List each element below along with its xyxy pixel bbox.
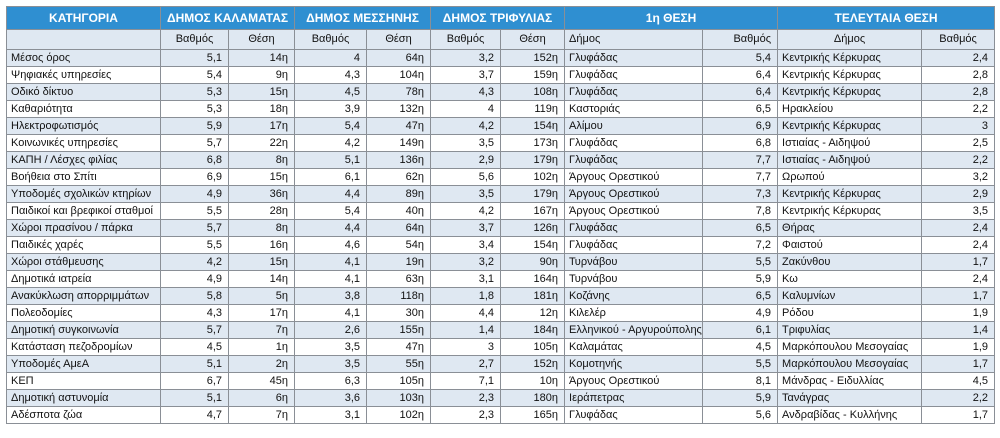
messini-score-cell: 3,5 bbox=[295, 339, 367, 356]
category-cell: Υποδομές ΑμεΑ bbox=[7, 356, 161, 373]
first-municipality-cell: Ελληνικού - Αργυρούπολης bbox=[565, 322, 703, 339]
kalamata-score-cell: 5,8 bbox=[161, 288, 229, 305]
category-cell: Παιδικές χαρές bbox=[7, 237, 161, 254]
trifylia-score-cell: 2,3 bbox=[431, 390, 501, 407]
trifylia-score-cell: 3,7 bbox=[431, 220, 501, 237]
last-score-cell: 2,2 bbox=[922, 152, 995, 169]
first-score-cell: 6,1 bbox=[703, 322, 778, 339]
messini-rank-cell: 136η bbox=[367, 152, 431, 169]
category-cell: Χώροι στάθμευσης bbox=[7, 254, 161, 271]
trifylia-score-cell: 7,1 bbox=[431, 373, 501, 390]
trifylia-score-cell: 3,5 bbox=[431, 186, 501, 203]
kalamata-score-cell: 5,3 bbox=[161, 84, 229, 101]
trifylia-rank-cell: 165η bbox=[501, 407, 565, 424]
messini-rank-cell: 30η bbox=[367, 305, 431, 322]
last-score-cell: 2,9 bbox=[922, 186, 995, 203]
trifylia-rank-cell: 159η bbox=[501, 67, 565, 84]
first-municipality-cell: Γλυφάδας bbox=[565, 407, 703, 424]
last-municipality-cell: Ηρακλείου bbox=[778, 101, 922, 118]
messini-score-cell: 3,5 bbox=[295, 356, 367, 373]
subheader-cell: Δήμος bbox=[778, 30, 922, 50]
kalamata-rank-cell: 15η bbox=[229, 254, 295, 271]
last-score-cell: 3,5 bbox=[922, 203, 995, 220]
first-score-cell: 6,5 bbox=[703, 288, 778, 305]
category-cell: Δημοτική αστυνομία bbox=[7, 390, 161, 407]
last-municipality-cell: Φαιστού bbox=[778, 237, 922, 254]
first-score-cell: 5,9 bbox=[703, 390, 778, 407]
trifylia-rank-cell: 10η bbox=[501, 373, 565, 390]
table-row bbox=[7, 271, 995, 288]
trifylia-rank-cell: 126η bbox=[501, 220, 565, 237]
trifylia-rank-cell: 179η bbox=[501, 152, 565, 169]
category-cell: Καθαριότητα bbox=[7, 101, 161, 118]
last-municipality-cell: Κω bbox=[778, 271, 922, 288]
category-cell: Ψηφιακές υπηρεσίες bbox=[7, 67, 161, 84]
last-municipality-cell: Ωρωπού bbox=[778, 169, 922, 186]
first-score-cell: 7,7 bbox=[703, 169, 778, 186]
kalamata-score-cell: 4,2 bbox=[161, 254, 229, 271]
last-municipality-cell: Ιστιαίας - Αιδηψού bbox=[778, 152, 922, 169]
header-kalamata: ΔΗΜΟΣ ΚΑΛΑΜΑΤΑΣ bbox=[161, 7, 295, 30]
kalamata-rank-cell: 22η bbox=[229, 135, 295, 152]
trifylia-rank-cell: 119η bbox=[501, 101, 565, 118]
kalamata-rank-cell: 17η bbox=[229, 118, 295, 135]
table-row bbox=[7, 390, 995, 407]
trifylia-score-cell: 3,7 bbox=[431, 67, 501, 84]
table-row bbox=[7, 254, 995, 271]
category-cell: Χώροι πρασίνου / πάρκα bbox=[7, 220, 161, 237]
ratings-table bbox=[6, 6, 995, 424]
category-cell: Δημοτικά ιατρεία bbox=[7, 271, 161, 288]
kalamata-rank-cell: 17η bbox=[229, 305, 295, 322]
trifylia-score-cell: 3,2 bbox=[431, 254, 501, 271]
subheader-cell: Θέση bbox=[229, 30, 295, 50]
first-score-cell: 6,8 bbox=[703, 135, 778, 152]
messini-score-cell: 4,1 bbox=[295, 254, 367, 271]
last-municipality-cell: Κεντρικής Κέρκυρας bbox=[778, 67, 922, 84]
kalamata-score-cell: 5,1 bbox=[161, 356, 229, 373]
trifylia-score-cell: 1,4 bbox=[431, 322, 501, 339]
messini-score-cell: 3,1 bbox=[295, 407, 367, 424]
messini-score-cell: 5,1 bbox=[295, 152, 367, 169]
first-municipality-cell: Καλαμάτας bbox=[565, 339, 703, 356]
kalamata-score-cell: 6,9 bbox=[161, 169, 229, 186]
kalamata-rank-cell: 14η bbox=[229, 271, 295, 288]
trifylia-score-cell: 4,3 bbox=[431, 84, 501, 101]
trifylia-rank-cell: 152η bbox=[501, 356, 565, 373]
last-municipality-cell: Κεντρικής Κέρκυρας bbox=[778, 50, 922, 67]
last-municipality-cell: Ρόδου bbox=[778, 305, 922, 322]
last-municipality-cell: Ανδραβίδας - Κυλλήνης bbox=[778, 407, 922, 424]
messini-rank-cell: 89η bbox=[367, 186, 431, 203]
last-municipality-cell: Μαρκόπουλου Μεσογαίας bbox=[778, 339, 922, 356]
last-score-cell: 2,2 bbox=[922, 101, 995, 118]
kalamata-score-cell: 5,5 bbox=[161, 237, 229, 254]
kalamata-rank-cell: 1η bbox=[229, 339, 295, 356]
kalamata-rank-cell: 15η bbox=[229, 169, 295, 186]
first-score-cell: 4,5 bbox=[703, 339, 778, 356]
messini-score-cell: 6,3 bbox=[295, 373, 367, 390]
subheader-cell: Βαθμός bbox=[295, 30, 367, 50]
messini-score-cell: 4,1 bbox=[295, 271, 367, 288]
first-municipality-cell: Αλίμου bbox=[565, 118, 703, 135]
last-municipality-cell: Κεντρικής Κέρκυρας bbox=[778, 118, 922, 135]
category-cell: Ηλεκτροφωτισμός bbox=[7, 118, 161, 135]
messini-score-cell: 4,2 bbox=[295, 135, 367, 152]
kalamata-rank-cell: 28η bbox=[229, 203, 295, 220]
first-score-cell: 8,1 bbox=[703, 373, 778, 390]
messini-rank-cell: 62η bbox=[367, 169, 431, 186]
messini-score-cell: 4,4 bbox=[295, 186, 367, 203]
kalamata-rank-cell: 18η bbox=[229, 101, 295, 118]
table-row bbox=[7, 101, 995, 118]
first-municipality-cell: Καστοριάς bbox=[565, 101, 703, 118]
messini-score-cell: 4,5 bbox=[295, 84, 367, 101]
trifylia-score-cell: 4,2 bbox=[431, 203, 501, 220]
last-score-cell: 2,8 bbox=[922, 84, 995, 101]
table-row bbox=[7, 84, 995, 101]
category-cell: Κοινωνικές υπηρεσίες bbox=[7, 135, 161, 152]
kalamata-rank-cell: 14η bbox=[229, 50, 295, 67]
first-score-cell: 5,6 bbox=[703, 407, 778, 424]
first-municipality-cell: Κιλελέρ bbox=[565, 305, 703, 322]
trifylia-rank-cell: 90η bbox=[501, 254, 565, 271]
last-score-cell: 1,9 bbox=[922, 305, 995, 322]
category-cell: Αδέσποτα ζώα bbox=[7, 407, 161, 424]
last-score-cell: 2,4 bbox=[922, 220, 995, 237]
messini-score-cell: 6,1 bbox=[295, 169, 367, 186]
category-cell: Ανακύκλωση απορριμμάτων bbox=[7, 288, 161, 305]
trifylia-rank-cell: 154η bbox=[501, 237, 565, 254]
table-row bbox=[7, 322, 995, 339]
trifylia-score-cell: 1,8 bbox=[431, 288, 501, 305]
kalamata-score-cell: 5,5 bbox=[161, 203, 229, 220]
messini-rank-cell: 47η bbox=[367, 118, 431, 135]
first-municipality-cell: Άργους Ορεστικού bbox=[565, 169, 703, 186]
table-row bbox=[7, 305, 995, 322]
subheader-cell: Βαθμός bbox=[703, 30, 778, 50]
messini-rank-cell: 64η bbox=[367, 50, 431, 67]
last-score-cell: 3,2 bbox=[922, 169, 995, 186]
first-municipality-cell: Γλυφάδας bbox=[565, 152, 703, 169]
trifylia-rank-cell: 152η bbox=[501, 50, 565, 67]
table-row bbox=[7, 50, 995, 67]
last-score-cell: 2,5 bbox=[922, 135, 995, 152]
kalamata-rank-cell: 8η bbox=[229, 152, 295, 169]
last-score-cell: 4,5 bbox=[922, 373, 995, 390]
last-score-cell: 1,4 bbox=[922, 322, 995, 339]
category-cell: Πολεοδομίες bbox=[7, 305, 161, 322]
subheader-cell: Βαθμός bbox=[431, 30, 501, 50]
header-last-place: ΤΕΛΕΥΤΑΙΑ ΘΕΣΗ bbox=[778, 7, 995, 30]
table-row bbox=[7, 356, 995, 373]
messini-score-cell: 2,6 bbox=[295, 322, 367, 339]
category-cell: Υποδομές σχολικών κτηρίων bbox=[7, 186, 161, 203]
last-score-cell: 3 bbox=[922, 118, 995, 135]
messini-score-cell: 3,8 bbox=[295, 288, 367, 305]
messini-score-cell: 5,4 bbox=[295, 118, 367, 135]
first-municipality-cell: Κομοτηνής bbox=[565, 356, 703, 373]
trifylia-score-cell: 3,1 bbox=[431, 271, 501, 288]
header-first-place: 1η ΘΕΣΗ bbox=[565, 7, 778, 30]
trifylia-rank-cell: 105η bbox=[501, 339, 565, 356]
table-row bbox=[7, 118, 995, 135]
trifylia-rank-cell: 184η bbox=[501, 322, 565, 339]
kalamata-score-cell: 5,7 bbox=[161, 220, 229, 237]
first-score-cell: 6,9 bbox=[703, 118, 778, 135]
last-municipality-cell: Ζακύνθου bbox=[778, 254, 922, 271]
messini-score-cell: 4,1 bbox=[295, 305, 367, 322]
messini-rank-cell: 105η bbox=[367, 373, 431, 390]
category-cell: Κατάσταση πεζοδρομίων bbox=[7, 339, 161, 356]
messini-rank-cell: 104η bbox=[367, 67, 431, 84]
header-row bbox=[7, 7, 995, 30]
last-score-cell: 1,7 bbox=[922, 407, 995, 424]
trifylia-rank-cell: 108η bbox=[501, 84, 565, 101]
category-cell: Οδικό δίκτυο bbox=[7, 84, 161, 101]
trifylia-rank-cell: 167η bbox=[501, 203, 565, 220]
kalamata-rank-cell: 6η bbox=[229, 390, 295, 407]
messini-rank-cell: 64η bbox=[367, 220, 431, 237]
first-municipality-cell: Γλυφάδας bbox=[565, 220, 703, 237]
trifylia-score-cell: 2,3 bbox=[431, 407, 501, 424]
first-municipality-cell: Γλυφάδας bbox=[565, 50, 703, 67]
trifylia-score-cell: 3,4 bbox=[431, 237, 501, 254]
kalamata-score-cell: 5,7 bbox=[161, 322, 229, 339]
trifylia-score-cell: 5,6 bbox=[431, 169, 501, 186]
messini-rank-cell: 19η bbox=[367, 254, 431, 271]
trifylia-score-cell: 4,4 bbox=[431, 305, 501, 322]
header-category: ΚΑΤΗΓΟΡΙΑ bbox=[7, 7, 161, 30]
trifylia-score-cell: 2,7 bbox=[431, 356, 501, 373]
last-municipality-cell: Καλυμνίων bbox=[778, 288, 922, 305]
kalamata-score-cell: 4,9 bbox=[161, 186, 229, 203]
table-row bbox=[7, 67, 995, 84]
messini-rank-cell: 149η bbox=[367, 135, 431, 152]
table-row bbox=[7, 135, 995, 152]
kalamata-score-cell: 5,4 bbox=[161, 67, 229, 84]
messini-rank-cell: 47η bbox=[367, 339, 431, 356]
kalamata-score-cell: 5,7 bbox=[161, 135, 229, 152]
trifylia-rank-cell: 180η bbox=[501, 390, 565, 407]
category-cell: Βοήθεια στο Σπίτι bbox=[7, 169, 161, 186]
first-municipality-cell: Γλυφάδας bbox=[565, 67, 703, 84]
kalamata-score-cell: 5,1 bbox=[161, 50, 229, 67]
trifylia-score-cell: 3 bbox=[431, 339, 501, 356]
last-municipality-cell: Ιστιαίας - Αιδηψού bbox=[778, 135, 922, 152]
kalamata-rank-cell: 7η bbox=[229, 322, 295, 339]
first-municipality-cell: Τυρνάβου bbox=[565, 271, 703, 288]
trifylia-rank-cell: 164η bbox=[501, 271, 565, 288]
last-score-cell: 1,7 bbox=[922, 254, 995, 271]
trifylia-score-cell: 4 bbox=[431, 101, 501, 118]
last-score-cell: 2,8 bbox=[922, 67, 995, 84]
last-municipality-cell: Κεντρικής Κέρκυρας bbox=[778, 186, 922, 203]
kalamata-rank-cell: 16η bbox=[229, 237, 295, 254]
subheader-cell: Δήμος bbox=[565, 30, 703, 50]
last-score-cell: 2,4 bbox=[922, 237, 995, 254]
messini-rank-cell: 55η bbox=[367, 356, 431, 373]
last-municipality-cell: Τριφυλίας bbox=[778, 322, 922, 339]
first-municipality-cell: Άργους Ορεστικού bbox=[565, 186, 703, 203]
table-row bbox=[7, 152, 995, 169]
trifylia-score-cell: 4,2 bbox=[431, 118, 501, 135]
category-cell: ΚΑΠΗ / Λέσχες φιλίας bbox=[7, 152, 161, 169]
messini-rank-cell: 63η bbox=[367, 271, 431, 288]
table-row bbox=[7, 186, 995, 203]
messini-rank-cell: 155η bbox=[367, 322, 431, 339]
last-score-cell: 1,7 bbox=[922, 288, 995, 305]
category-cell: Δημοτική συγκοινωνία bbox=[7, 322, 161, 339]
first-score-cell: 6,5 bbox=[703, 220, 778, 237]
subheader-cell: Βαθμός bbox=[161, 30, 229, 50]
messini-rank-cell: 54η bbox=[367, 237, 431, 254]
trifylia-rank-cell: 173η bbox=[501, 135, 565, 152]
first-score-cell: 7,7 bbox=[703, 152, 778, 169]
last-municipality-cell: Τανάγρας bbox=[778, 390, 922, 407]
messini-score-cell: 3,9 bbox=[295, 101, 367, 118]
last-score-cell: 2,2 bbox=[922, 390, 995, 407]
first-score-cell: 7,8 bbox=[703, 203, 778, 220]
kalamata-score-cell: 4,7 bbox=[161, 407, 229, 424]
table-row bbox=[7, 373, 995, 390]
kalamata-score-cell: 5,9 bbox=[161, 118, 229, 135]
messini-score-cell: 5,4 bbox=[295, 203, 367, 220]
kalamata-rank-cell: 7η bbox=[229, 407, 295, 424]
messini-rank-cell: 40η bbox=[367, 203, 431, 220]
messini-rank-cell: 78η bbox=[367, 84, 431, 101]
kalamata-score-cell: 4,5 bbox=[161, 339, 229, 356]
trifylia-score-cell: 3,2 bbox=[431, 50, 501, 67]
kalamata-score-cell: 4,3 bbox=[161, 305, 229, 322]
header-trifylia: ΔΗΜΟΣ ΤΡΙΦΥΛΙΑΣ bbox=[431, 7, 565, 30]
messini-rank-cell: 118η bbox=[367, 288, 431, 305]
header-messini: ΔΗΜΟΣ ΜΕΣΣΗΝΗΣ bbox=[295, 7, 431, 30]
first-municipality-cell: Κοζάνης bbox=[565, 288, 703, 305]
first-municipality-cell: Γλυφάδας bbox=[565, 84, 703, 101]
subheader-cell bbox=[7, 30, 161, 50]
first-score-cell: 6,5 bbox=[703, 101, 778, 118]
table-row bbox=[7, 220, 995, 237]
last-municipality-cell: Μάνδρας - Ειδυλλίας bbox=[778, 373, 922, 390]
table-row bbox=[7, 407, 995, 424]
first-score-cell: 5,5 bbox=[703, 254, 778, 271]
last-municipality-cell: Κεντρικής Κέρκυρας bbox=[778, 203, 922, 220]
table-row bbox=[7, 339, 995, 356]
first-score-cell: 5,4 bbox=[703, 50, 778, 67]
subheader-cell: Θέση bbox=[367, 30, 431, 50]
trifylia-rank-cell: 181η bbox=[501, 288, 565, 305]
trifylia-rank-cell: 154η bbox=[501, 118, 565, 135]
table-row bbox=[7, 169, 995, 186]
last-municipality-cell: Κεντρικής Κέρκυρας bbox=[778, 84, 922, 101]
first-score-cell: 5,9 bbox=[703, 271, 778, 288]
messini-rank-cell: 103η bbox=[367, 390, 431, 407]
kalamata-rank-cell: 36η bbox=[229, 186, 295, 203]
subheader-cell: Βαθμός bbox=[922, 30, 995, 50]
last-municipality-cell: Μαρκόπουλου Μεσογαίας bbox=[778, 356, 922, 373]
trifylia-rank-cell: 102η bbox=[501, 169, 565, 186]
kalamata-rank-cell: 9η bbox=[229, 67, 295, 84]
kalamata-rank-cell: 5η bbox=[229, 288, 295, 305]
first-score-cell: 7,3 bbox=[703, 186, 778, 203]
kalamata-score-cell: 6,7 bbox=[161, 373, 229, 390]
first-municipality-cell: Τυρνάβου bbox=[565, 254, 703, 271]
last-score-cell: 1,7 bbox=[922, 356, 995, 373]
kalamata-rank-cell: 45η bbox=[229, 373, 295, 390]
messini-score-cell: 4,6 bbox=[295, 237, 367, 254]
kalamata-score-cell: 5,3 bbox=[161, 101, 229, 118]
trifylia-rank-cell: 179η bbox=[501, 186, 565, 203]
last-score-cell: 2,4 bbox=[922, 271, 995, 288]
first-score-cell: 6,4 bbox=[703, 84, 778, 101]
kalamata-rank-cell: 8η bbox=[229, 220, 295, 237]
messini-score-cell: 4,3 bbox=[295, 67, 367, 84]
table-row bbox=[7, 288, 995, 305]
first-score-cell: 7,2 bbox=[703, 237, 778, 254]
messini-score-cell: 3,6 bbox=[295, 390, 367, 407]
kalamata-score-cell: 6,8 bbox=[161, 152, 229, 169]
category-cell: Παιδικοί και βρεφικοί σταθμοί bbox=[7, 203, 161, 220]
trifylia-score-cell: 2,9 bbox=[431, 152, 501, 169]
first-municipality-cell: Άργους Ορεστικού bbox=[565, 203, 703, 220]
first-score-cell: 4,9 bbox=[703, 305, 778, 322]
last-score-cell: 1,9 bbox=[922, 339, 995, 356]
subheader-cell: Θέση bbox=[501, 30, 565, 50]
kalamata-score-cell: 4,9 bbox=[161, 271, 229, 288]
category-cell: ΚΕΠ bbox=[7, 373, 161, 390]
kalamata-rank-cell: 15η bbox=[229, 84, 295, 101]
last-score-cell: 2,4 bbox=[922, 50, 995, 67]
messini-score-cell: 4,4 bbox=[295, 220, 367, 237]
subheader-row bbox=[7, 30, 995, 50]
first-municipality-cell: Ιεράπετρας bbox=[565, 390, 703, 407]
trifylia-rank-cell: 12η bbox=[501, 305, 565, 322]
last-municipality-cell: Θήρας bbox=[778, 220, 922, 237]
messini-score-cell: 4 bbox=[295, 50, 367, 67]
category-cell: Μέσος όρος bbox=[7, 50, 161, 67]
first-score-cell: 6,4 bbox=[703, 67, 778, 84]
first-municipality-cell: Άργους Ορεστικού bbox=[565, 373, 703, 390]
first-municipality-cell: Γλυφάδας bbox=[565, 237, 703, 254]
messini-rank-cell: 102η bbox=[367, 407, 431, 424]
first-municipality-cell: Γλυφάδας bbox=[565, 135, 703, 152]
table-row bbox=[7, 237, 995, 254]
messini-rank-cell: 132η bbox=[367, 101, 431, 118]
first-score-cell: 5,5 bbox=[703, 356, 778, 373]
kalamata-rank-cell: 2η bbox=[229, 356, 295, 373]
table-row bbox=[7, 203, 995, 220]
trifylia-score-cell: 3,5 bbox=[431, 135, 501, 152]
kalamata-score-cell: 5,1 bbox=[161, 390, 229, 407]
